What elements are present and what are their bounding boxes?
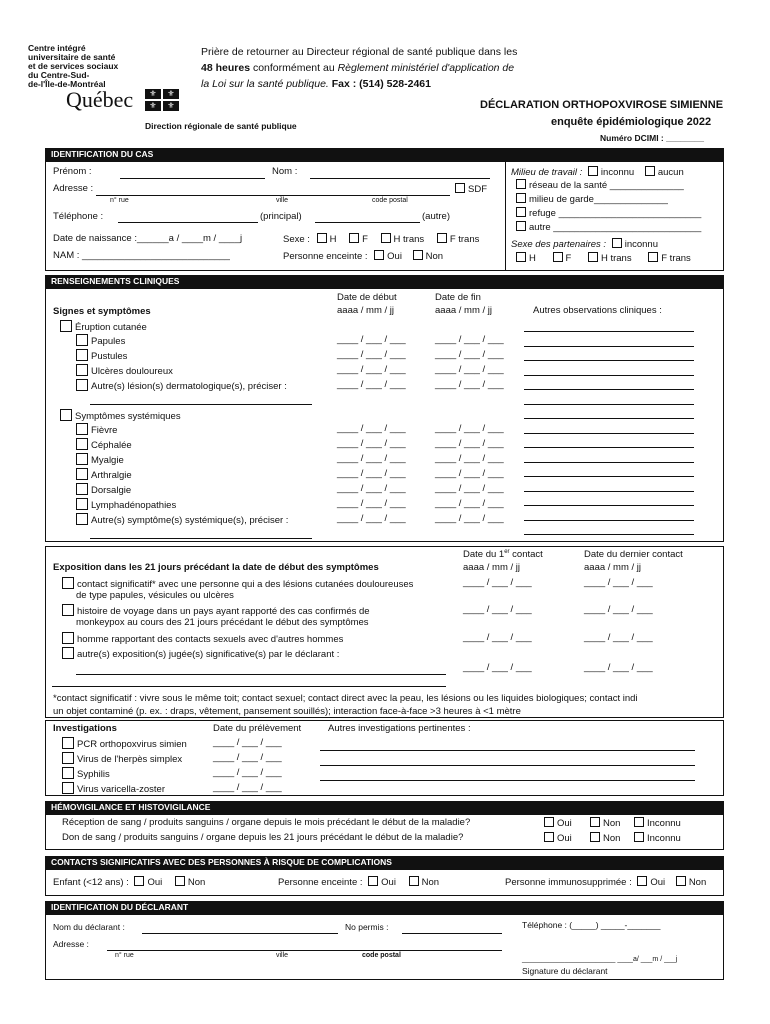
milieu-autre-checkbox[interactable]: autre ____________________________ (516, 221, 701, 233)
return-notice: Prière de retourner au Directeur régional de santé publique dans les 48 heures conformément au Règlement ministériel d'application de la Loi sur la santé publique. Fax : (514) 528-2461 (201, 46, 518, 90)
col-date-fin: Date de fin (435, 292, 481, 303)
col-dernier-contact: Date du dernier contact (584, 549, 683, 560)
date-debut-field[interactable]: ____ / ___ / ___ (337, 334, 406, 345)
date-fin-field[interactable]: ____ / ___ / ___ (435, 468, 504, 479)
date-prelevement-field[interactable]: ____ / ___ / ___ (213, 782, 282, 793)
adresse-label: Adresse : (53, 183, 94, 194)
investigation-checkbox[interactable]: PCR orthopoxvirus simien (62, 737, 187, 750)
code-postal-label: code postal (372, 197, 408, 204)
observation-line[interactable] (524, 418, 694, 419)
date-debut-field[interactable]: ____ / ___ / ___ (337, 513, 406, 524)
sexe-options: Sexe : H F H trans F trans (283, 234, 480, 245)
col-date-fin-format: aaaa / mm / jj (435, 305, 493, 316)
col-autres-investigations: Autres investigations pertinentes : (328, 723, 471, 734)
date-debut-field[interactable]: ____ / ___ / ___ (337, 483, 406, 494)
hemo-question-2: Don de sang / produits sanguins / organe depuis les 21 jours précédant le début de la maladie? (62, 832, 464, 843)
exposition-voyage-cont: monkeypox au cours des 21 jours précédant le début des symptômes (76, 617, 369, 628)
date-fin-field[interactable]: ____ / ___ / ___ (435, 498, 504, 509)
exposition-contact-cont: de type papules, vésicules ou ulcères (76, 590, 234, 601)
investigation-checkbox[interactable]: Virus varicella-zoster (62, 782, 165, 795)
partenaires-htrans-checkbox[interactable]: H trans (574, 253, 632, 264)
investigation-checkbox[interactable]: Virus de l'herpès simplex (62, 752, 182, 765)
exposition-autre-field[interactable] (76, 674, 446, 675)
date-prelevement-field[interactable]: ____ / ___ / ___ (213, 752, 282, 763)
observation-line[interactable] (524, 534, 694, 535)
exposition-contact-checkbox[interactable]: contact significatif* avec une personne qui a des lésions cutanées douloureuses (62, 577, 413, 590)
col-dernier-format: aaaa / mm / jj (584, 562, 642, 573)
date-debut-field[interactable]: ____ / ___ / ___ (337, 453, 406, 464)
declarant-date-field[interactable]: ________________________ ____a/ ___m / ___j (522, 956, 678, 963)
sexe-ftrans-checkbox[interactable]: F trans (427, 234, 480, 245)
hemo-q2-option-checkbox[interactable]: Non (590, 832, 620, 844)
contact-immuno: Personne immunosupprimée : Oui Non (505, 877, 707, 888)
sexe-htrans-checkbox[interactable]: H trans (371, 234, 425, 245)
partenaires-inconnu-checkbox[interactable] (612, 238, 622, 248)
enfant-non-checkbox[interactable]: Non (165, 877, 205, 888)
autre-lesion-precision-field[interactable] (90, 404, 312, 405)
exposition-hommes-checkbox[interactable]: homme rapportant des contacts sexuels avec d'autres hommes (62, 632, 343, 645)
exposition-autre-field-2[interactable] (52, 686, 446, 687)
date-dernier-contact-field[interactable]: ____ / ___ / ___ (584, 577, 653, 588)
symptom-checkbox[interactable]: Ulcères douloureux (76, 364, 173, 377)
contact-enceinte-non-checkbox[interactable]: Non (399, 877, 439, 888)
section-contacts-significatifs: CONTACTS SIGNIFICATIFS AVEC DES PERSONNES À RISQUE DE COMPLICATIONS (45, 856, 724, 869)
partenaires-ftrans-checkbox[interactable]: F trans (634, 253, 691, 264)
enfant-oui-checkbox[interactable]: Oui (131, 877, 162, 888)
symptom-checkbox[interactable]: Arthralgie (76, 468, 132, 481)
hemo-q1-option-checkbox[interactable]: Oui (544, 817, 572, 829)
partenaires-h-checkbox[interactable]: H (516, 253, 536, 264)
date-fin-field[interactable]: ____ / ___ / ___ (435, 423, 504, 434)
symptom-checkbox[interactable]: Lymphadénopathies (76, 498, 176, 511)
col-date-debut-format: aaaa / mm / jj (337, 305, 395, 316)
declarant-telephone-field[interactable]: Téléphone : (_____) _____-_______ (522, 920, 661, 930)
observation-line[interactable] (524, 462, 694, 463)
immuno-oui-checkbox[interactable]: Oui (634, 877, 665, 888)
observation-line[interactable] (524, 331, 694, 332)
eruption-checkbox[interactable]: Éruption cutanée (60, 320, 147, 333)
date-fin-field[interactable]: ____ / ___ / ___ (435, 334, 504, 345)
date-debut-field[interactable]: ____ / ___ / ___ (337, 468, 406, 479)
symptomes-systemiques-checkbox[interactable]: Symptômes systémiques (60, 409, 181, 422)
no-rue-label: n° rue (110, 197, 129, 204)
observation-line[interactable] (524, 447, 694, 448)
declarant-permis-label: No permis : (345, 922, 389, 932)
milieu-aucun-checkbox[interactable] (645, 166, 655, 176)
enceinte-non-checkbox[interactable]: Non (405, 251, 443, 262)
col-premier-format: aaaa / mm / jj (463, 562, 521, 573)
symptom-checkbox[interactable]: Autre(s) symptôme(s) systémique(s), préciser : (76, 513, 288, 526)
declarant-ville: ville (276, 952, 289, 959)
fleur-de-lys-icon: ⚜ ⚜ ⚜ ⚜ (145, 89, 179, 111)
section-identification-cas: IDENTIFICATION DU CAS (45, 148, 724, 161)
investigation-checkbox[interactable]: Syphilis (62, 767, 110, 780)
date-premier-contact-field[interactable]: ____ / ___ / ___ (463, 662, 532, 673)
sexe-partenaires: Sexe des partenaires : inconnu (511, 239, 658, 250)
hemo-q1-option-checkbox[interactable]: Non (590, 817, 620, 829)
observation-line[interactable] (524, 520, 694, 521)
date-dernier-contact-field[interactable]: ____ / ___ / ___ (584, 632, 653, 643)
col-date-debut: Date de début (337, 292, 397, 303)
personne-enceinte-options: Personne enceinte : Oui Non (283, 251, 444, 262)
hemo-q1-option-checkbox[interactable]: Inconnu (634, 817, 681, 829)
observation-line[interactable] (524, 491, 694, 492)
milieu-reseau-checkbox[interactable]: réseau de la santé ______________ (516, 179, 684, 191)
date-premier-contact-field[interactable]: ____ / ___ / ___ (463, 604, 532, 615)
symptom-checkbox[interactable]: Céphalée (76, 438, 132, 451)
sexe-f-checkbox[interactable]: F (339, 234, 368, 245)
observation-line[interactable] (524, 505, 694, 506)
observation-line[interactable] (524, 476, 694, 477)
date-fin-field[interactable]: ____ / ___ / ___ (435, 364, 504, 375)
section-hemovigilance: HÉMOVIGILANCE ET HISTOVIGILANCE (45, 801, 724, 814)
date-dernier-contact-field[interactable]: ____ / ___ / ___ (584, 662, 653, 673)
autres-investigations-line[interactable] (320, 765, 695, 766)
observation-line[interactable] (524, 389, 694, 390)
section-renseignements-cliniques: RENSEIGNEMENTS CLINIQUES (45, 275, 724, 288)
declarant-no-rue: n° rue (115, 952, 134, 959)
hemo-q2-option-checkbox[interactable]: Oui (544, 832, 572, 844)
date-fin-field[interactable]: ____ / ___ / ___ (435, 349, 504, 360)
date-fin-field[interactable]: ____ / ___ / ___ (435, 379, 504, 390)
section-identification-declarant: IDENTIFICATION DU DÉCLARANT (45, 901, 724, 914)
contact-enceinte: Personne enceinte : Oui Non (278, 877, 440, 888)
date-debut-field[interactable]: ____ / ___ / ___ (337, 349, 406, 360)
nom-field[interactable] (310, 178, 490, 179)
telephone-label: Téléphone : (53, 211, 104, 222)
symptom-checkbox[interactable]: Fièvre (76, 423, 117, 436)
date-debut-field[interactable]: ____ / ___ / ___ (337, 423, 406, 434)
nam-field[interactable]: NAM : ____________________________ (53, 250, 230, 261)
hemo-question-1: Réception de sang / produits sanguins / organe depuis le mois précédant le début de la maladie? (62, 817, 471, 828)
sdf-checkbox[interactable]: SDF (455, 183, 487, 195)
milieu-inconnu-checkbox[interactable] (588, 166, 598, 176)
date-debut-field[interactable]: ____ / ___ / ___ (337, 379, 406, 390)
exposition-voyage-checkbox[interactable]: histoire de voyage dans un pays ayant rapporté des cas confirmés de (62, 604, 370, 617)
date-prelevement-field[interactable]: ____ / ___ / ___ (213, 767, 282, 778)
date-debut-field[interactable]: ____ / ___ / ___ (337, 364, 406, 375)
observation-line[interactable] (524, 433, 694, 434)
declarant-permis-field[interactable] (402, 933, 502, 934)
ciusss-logo: Centre intégré universitaire de santé et de services sociaux du Centre-Sud- de-l'Île-de-Montréal (28, 43, 119, 89)
contact-enfant: Enfant (<12 ans) : Oui Non (53, 877, 206, 888)
declarant-nom-field[interactable] (142, 933, 338, 934)
date-debut-field[interactable]: ____ / ___ / ___ (337, 498, 406, 509)
symptom-checkbox[interactable]: Pustules (76, 349, 127, 362)
observation-line[interactable] (524, 375, 694, 376)
date-premier-contact-field[interactable]: ____ / ___ / ___ (463, 577, 532, 588)
symptom-checkbox[interactable]: Dorsalgie (76, 483, 131, 496)
principal-label: (principal) (260, 211, 302, 222)
adresse-field[interactable] (96, 195, 450, 196)
partenaires-options (516, 252, 691, 264)
observation-line[interactable] (524, 404, 694, 405)
prenom-label: Prénom : (53, 166, 92, 177)
partenaires-f-checkbox[interactable]: F (539, 253, 572, 264)
signes-symptomes-heading: Signes et symptômes (53, 306, 151, 317)
dcimi-number: Numéro DCIMI : ________ (600, 133, 704, 143)
symptom-checkbox[interactable]: Papules (76, 334, 125, 347)
declarant-signature-label: Signature du déclarant (522, 966, 608, 976)
contact-significatif-note: *contact significatif : vivre sous le même toit; contact sexuel; contact direct avec la peau, les lésions ou les liquides biologiques; contact indi (53, 693, 638, 704)
date-fin-field[interactable]: ____ / ___ / ___ (435, 438, 504, 449)
form-subtitle: enquête épidémiologique 2022 (551, 116, 712, 128)
exposition-autre-checkbox[interactable]: autre(s) exposition(s) jugée(s) significative(s) par le déclarant : (62, 647, 339, 660)
declarant-nom-label: Nom du déclarant : (53, 922, 125, 932)
direction-label: Direction régionale de santé publique (145, 121, 297, 131)
date-prelevement-field[interactable]: ____ / ___ / ___ (213, 737, 282, 748)
hemo-q2-option-checkbox[interactable]: Inconnu (634, 832, 681, 844)
declarant-code-postal: code postal (362, 952, 401, 959)
exposition-heading: Exposition dans les 21 jours précédant la date de début des symptômes (53, 562, 379, 573)
ville-label: ville (276, 197, 289, 204)
date-naissance-field[interactable]: Date de naissance :______a / ____m / ____j (53, 233, 243, 244)
investigations-heading: Investigations (53, 723, 117, 734)
sexe-h-checkbox[interactable]: H (313, 234, 337, 245)
autre-label: (autre) (422, 211, 450, 222)
telephone-principal-field[interactable] (118, 222, 258, 223)
milieu-refuge-checkbox[interactable]: refuge ___________________________ (516, 207, 701, 219)
immuno-non-checkbox[interactable]: Non (668, 877, 706, 888)
nom-label: Nom : (272, 166, 298, 177)
symptom-checkbox[interactable]: Myalgie (76, 453, 124, 466)
milieu-garde-checkbox[interactable]: milieu de garde______________ (516, 193, 668, 205)
date-premier-contact-field[interactable]: ____ / ___ / ___ (463, 632, 532, 643)
telephone-autre-field[interactable] (315, 222, 420, 223)
date-fin-field[interactable]: ____ / ___ / ___ (435, 453, 504, 464)
form-title: DÉCLARATION ORTHOPOXVIROSE SIMIENNE (480, 99, 724, 111)
observation-line[interactable] (524, 346, 694, 347)
declarant-adresse-label: Adresse : (53, 939, 89, 949)
autre-symptome-precision-field[interactable] (90, 538, 312, 539)
milieu-travail: Milieu de travail : inconnu aucun (511, 167, 684, 178)
observation-line[interactable] (524, 360, 694, 361)
autres-investigations-line[interactable] (320, 780, 695, 781)
date-dernier-contact-field[interactable]: ____ / ___ / ___ (584, 604, 653, 615)
prenom-field[interactable] (120, 178, 265, 179)
col-premier-contact: Date du 1er contact (463, 549, 543, 561)
col-date-prelevement: Date du prélèvement (213, 723, 302, 734)
contact-enceinte-oui-checkbox[interactable]: Oui (365, 877, 396, 888)
date-fin-field[interactable]: ____ / ___ / ___ (435, 483, 504, 494)
symptom-checkbox[interactable]: Autre(s) lésion(s) dermatologique(s), préciser : (76, 379, 287, 392)
contact-significatif-note-2: un objet contaminé (p. ex. : draps, vêtement, pansement souillés); interaction face-à-face >3 heures à <1 mètre (53, 706, 521, 717)
quebec-wordmark: Québec (66, 87, 134, 112)
date-debut-field[interactable]: ____ / ___ / ___ (337, 438, 406, 449)
declarant-adresse-field[interactable] (107, 950, 502, 951)
col-autres-observations: Autres observations cliniques : (533, 305, 662, 316)
date-fin-field[interactable]: ____ / ___ / ___ (435, 513, 504, 524)
enceinte-oui-checkbox[interactable]: Oui (370, 251, 402, 262)
autres-investigations-line[interactable] (320, 750, 695, 751)
